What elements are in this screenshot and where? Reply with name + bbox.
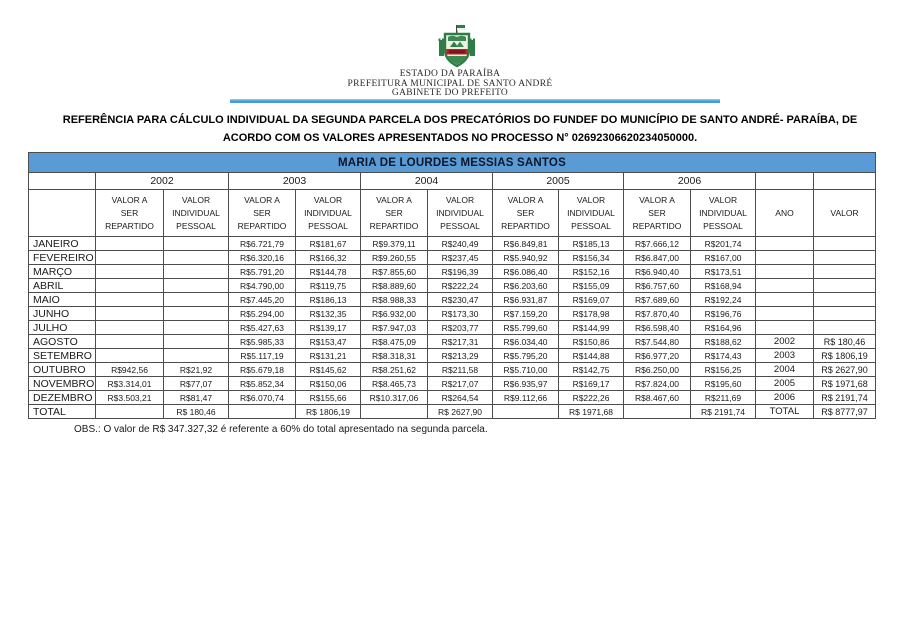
value-cell: R$6.070,74 <box>229 391 296 405</box>
value-cell: R$8.889,60 <box>361 279 428 293</box>
value-cell: R$6.320,16 <box>229 251 296 265</box>
precatorios-table <box>28 152 876 419</box>
row-label: JULHO <box>29 321 96 335</box>
value-cell: R$164,96 <box>691 321 756 335</box>
year-header: 2005 <box>493 173 624 190</box>
value-cell: R$173,30 <box>428 307 493 321</box>
value-cell <box>164 307 229 321</box>
value-cell: R$6.935,97 <box>493 377 559 391</box>
value-cell: R$10.317,06 <box>361 391 428 405</box>
valor-cell: R$ 1806,19 <box>814 349 876 363</box>
value-cell: R$6.203,60 <box>493 279 559 293</box>
value-cell: R$21,92 <box>164 363 229 377</box>
table-row <box>29 349 876 363</box>
value-cell: R$5.852,34 <box>229 377 296 391</box>
value-cell: R$5.985,33 <box>229 335 296 349</box>
years-row <box>29 173 876 190</box>
value-cell: R$8.475,09 <box>361 335 428 349</box>
table-row <box>29 251 876 265</box>
row-label: DEZEMBRO <box>29 391 96 405</box>
value-cell <box>164 335 229 349</box>
value-cell <box>96 349 164 363</box>
value-cell: R$222,24 <box>428 279 493 293</box>
corner-cell <box>29 173 96 190</box>
table-row <box>29 377 876 391</box>
value-cell: R$217,31 <box>428 335 493 349</box>
row-label: NOVEMBRO <box>29 377 96 391</box>
value-cell: R$5.799,60 <box>493 321 559 335</box>
value-cell: R$264,54 <box>428 391 493 405</box>
valor-cell <box>814 293 876 307</box>
value-cell <box>164 321 229 335</box>
value-cell: R$7.159,20 <box>493 307 559 321</box>
value-cell: R$167,00 <box>691 251 756 265</box>
value-cell: R$6.977,20 <box>624 349 691 363</box>
ano-cell: 2006 <box>756 391 814 405</box>
value-cell: R$195,60 <box>691 377 756 391</box>
table-row <box>29 307 876 321</box>
table-row <box>29 391 876 405</box>
col-header-ano: ANO <box>756 190 814 237</box>
table-row <box>29 265 876 279</box>
value-cell: R$8.251,62 <box>361 363 428 377</box>
value-cell: R$5.710,00 <box>493 363 559 377</box>
column-headers-row <box>29 190 876 237</box>
col-header-individual: VALOR INDIVIDUAL PESSOAL <box>559 190 624 237</box>
ano-cell: 2004 <box>756 363 814 377</box>
value-cell: R$6.931,87 <box>493 293 559 307</box>
value-cell: R$144,88 <box>559 349 624 363</box>
value-cell: R$142,75 <box>559 363 624 377</box>
row-label: ABRIL <box>29 279 96 293</box>
value-cell <box>164 251 229 265</box>
value-cell: R$173,51 <box>691 265 756 279</box>
value-cell: R$211,58 <box>428 363 493 377</box>
value-cell: R$7.947,03 <box>361 321 428 335</box>
header-divider <box>230 99 720 103</box>
value-cell: R$178,98 <box>559 307 624 321</box>
letterhead <box>0 70 900 99</box>
value-cell <box>96 335 164 349</box>
value-cell <box>493 405 559 419</box>
value-cell: R$ 1971,68 <box>559 405 624 419</box>
value-cell: R$7.824,00 <box>624 377 691 391</box>
value-cell: R$201,74 <box>691 237 756 251</box>
person-name-bar <box>29 153 876 173</box>
value-cell <box>229 405 296 419</box>
value-cell: R$196,76 <box>691 307 756 321</box>
value-cell: R$ 180,46 <box>164 405 229 419</box>
value-cell: R$9.379,11 <box>361 237 428 251</box>
value-cell: R$150,86 <box>559 335 624 349</box>
value-cell: R$ 2191,74 <box>691 405 756 419</box>
value-cell: R$942,56 <box>96 363 164 377</box>
valor-cell <box>814 321 876 335</box>
precatorios-table-wrap <box>28 152 876 419</box>
value-cell: R$8.318,31 <box>361 349 428 363</box>
value-cell: R$186,13 <box>296 293 361 307</box>
value-cell <box>624 405 691 419</box>
col-header-repartido: VALOR A SER REPARTIDO <box>493 190 559 237</box>
value-cell: R$188,62 <box>691 335 756 349</box>
value-cell: R$8.467,60 <box>624 391 691 405</box>
value-cell: R$156,34 <box>559 251 624 265</box>
value-cell: R$6.598,40 <box>624 321 691 335</box>
table-row <box>29 237 876 251</box>
col-header-valor: VALOR <box>814 190 876 237</box>
value-cell <box>96 237 164 251</box>
value-cell: R$77,07 <box>164 377 229 391</box>
value-cell: R$203,77 <box>428 321 493 335</box>
value-cell: R$6.847,00 <box>624 251 691 265</box>
row-label: JANEIRO <box>29 237 96 251</box>
value-cell: R$ 1806,19 <box>296 405 361 419</box>
value-cell: R$5.294,00 <box>229 307 296 321</box>
value-cell: R$7.855,60 <box>361 265 428 279</box>
year-header: 2003 <box>229 173 361 190</box>
value-cell: R$6.086,40 <box>493 265 559 279</box>
row-label: AGOSTO <box>29 335 96 349</box>
ano-cell: TOTAL <box>756 405 814 419</box>
col-header-individual: VALOR INDIVIDUAL PESSOAL <box>691 190 756 237</box>
observation-note: OBS.: O valor de R$ 347.327,32 é referente a 60% do total apresentado na segunda parcela. <box>74 424 488 435</box>
value-cell <box>164 265 229 279</box>
letterhead-state: ESTADO DA PARAÍBA <box>399 69 501 79</box>
value-cell: R$217,07 <box>428 377 493 391</box>
value-cell: R$174,43 <box>691 349 756 363</box>
year-header: 2004 <box>361 173 493 190</box>
value-cell: R$7.445,20 <box>229 293 296 307</box>
value-cell: R$8.465,73 <box>361 377 428 391</box>
value-cell: R$6.757,60 <box>624 279 691 293</box>
valor-cell: R$ 2627,90 <box>814 363 876 377</box>
value-cell: R$144,78 <box>296 265 361 279</box>
value-cell: R$132,35 <box>296 307 361 321</box>
table-row <box>29 335 876 349</box>
row-label: MARÇO <box>29 265 96 279</box>
corner-cell <box>29 190 96 237</box>
value-cell: R$4.790,00 <box>229 279 296 293</box>
valor-cell: R$ 2191,74 <box>814 391 876 405</box>
table-row <box>29 321 876 335</box>
coat-of-arms-icon <box>436 25 478 71</box>
value-cell <box>361 405 428 419</box>
value-cell: R$131,21 <box>296 349 361 363</box>
value-cell: R$213,29 <box>428 349 493 363</box>
value-cell: R$6.849,81 <box>493 237 559 251</box>
value-cell <box>96 251 164 265</box>
row-label: OUTUBRO <box>29 363 96 377</box>
value-cell: R$6.250,00 <box>624 363 691 377</box>
value-cell: R$139,17 <box>296 321 361 335</box>
ano-cell <box>756 307 814 321</box>
value-cell: R$3.314,01 <box>96 377 164 391</box>
value-cell <box>96 279 164 293</box>
col-header-repartido: VALOR A SER REPARTIDO <box>361 190 428 237</box>
year-header: 2002 <box>96 173 229 190</box>
valor-cell: R$ 8777,97 <box>814 405 876 419</box>
total-row <box>29 405 876 419</box>
value-cell <box>164 293 229 307</box>
table-body <box>29 237 876 419</box>
table-row <box>29 293 876 307</box>
value-cell <box>96 265 164 279</box>
value-cell: R$237,45 <box>428 251 493 265</box>
value-cell: R$6.721,79 <box>229 237 296 251</box>
table-row <box>29 279 876 293</box>
value-cell: R$5.791,20 <box>229 265 296 279</box>
value-cell: R$6.940,40 <box>624 265 691 279</box>
value-cell: R$7.666,12 <box>624 237 691 251</box>
col-header-repartido: VALOR A SER REPARTIDO <box>229 190 296 237</box>
col-header-repartido: VALOR A SER REPARTIDO <box>96 190 164 237</box>
value-cell: R$222,26 <box>559 391 624 405</box>
value-cell <box>96 405 164 419</box>
valor-cell: R$ 1971,68 <box>814 377 876 391</box>
person-name: MARIA DE LOURDES MESSIAS SANTOS <box>29 153 876 173</box>
ano-cell <box>756 293 814 307</box>
ano-cell: 2003 <box>756 349 814 363</box>
value-cell: R$3.503,21 <box>96 391 164 405</box>
row-label: MAIO <box>29 293 96 307</box>
value-cell: R$230,47 <box>428 293 493 307</box>
document-title: REFERÊNCIA PARA CÁLCULO INDIVIDUAL DA SEGUNDA PARCELA DOS PRECATÓRIOS DO FUNDEF DO MUNICÍPIO DE SANTO ANDRÉ- PARAÍBA, DE ACORDO COM OS VALORES APRESENTADOS NO PROCESSO N° 02692306620234050000. <box>62 114 858 144</box>
value-cell: R$119,75 <box>296 279 361 293</box>
value-cell: R$5.117,19 <box>229 349 296 363</box>
valor-cell <box>814 251 876 265</box>
value-cell: R$152,16 <box>559 265 624 279</box>
row-label: SETEMBRO <box>29 349 96 363</box>
ano-cell: 2002 <box>756 335 814 349</box>
empty-header-cell <box>756 173 814 190</box>
ano-cell <box>756 265 814 279</box>
value-cell: R$192,24 <box>691 293 756 307</box>
letterhead-municipality: PREFEITURA MUNICIPAL DE SANTO ANDRÉ <box>347 78 553 89</box>
value-cell: R$7.689,60 <box>624 293 691 307</box>
value-cell <box>164 349 229 363</box>
value-cell: R$81,47 <box>164 391 229 405</box>
value-cell: R$181,67 <box>296 237 361 251</box>
value-cell: R$ 2627,90 <box>428 405 493 419</box>
value-cell: R$196,39 <box>428 265 493 279</box>
ano-cell <box>756 251 814 265</box>
value-cell: R$150,06 <box>296 377 361 391</box>
valor-cell: R$ 180,46 <box>814 335 876 349</box>
value-cell: R$5.940,92 <box>493 251 559 265</box>
value-cell: R$240,49 <box>428 237 493 251</box>
value-cell <box>164 237 229 251</box>
value-cell: R$211,69 <box>691 391 756 405</box>
value-cell: R$155,66 <box>296 391 361 405</box>
value-cell: R$6.034,40 <box>493 335 559 349</box>
empty-header-cell <box>814 173 876 190</box>
value-cell: R$7.870,40 <box>624 307 691 321</box>
ano-cell <box>756 279 814 293</box>
col-header-repartido: VALOR A SER REPARTIDO <box>624 190 691 237</box>
valor-cell <box>814 279 876 293</box>
col-header-individual: VALOR INDIVIDUAL PESSOAL <box>296 190 361 237</box>
value-cell: R$9.112,66 <box>493 391 559 405</box>
value-cell: R$156,25 <box>691 363 756 377</box>
row-label: FEVEREIRO <box>29 251 96 265</box>
table-row <box>29 363 876 377</box>
value-cell <box>96 307 164 321</box>
ano-cell: 2005 <box>756 377 814 391</box>
value-cell: R$185,13 <box>559 237 624 251</box>
ano-cell <box>756 321 814 335</box>
value-cell: R$5.795,20 <box>493 349 559 363</box>
value-cell: R$5.427,63 <box>229 321 296 335</box>
valor-cell <box>814 237 876 251</box>
value-cell <box>96 321 164 335</box>
value-cell: R$5.679,18 <box>229 363 296 377</box>
letterhead-office: GABINETE DO PREFEITO <box>391 88 509 98</box>
row-label: TOTAL <box>29 405 96 419</box>
value-cell: R$166,32 <box>296 251 361 265</box>
value-cell: R$9.260,55 <box>361 251 428 265</box>
value-cell: R$169,07 <box>559 293 624 307</box>
value-cell <box>96 293 164 307</box>
valor-cell <box>814 265 876 279</box>
ano-cell <box>756 237 814 251</box>
value-cell: R$169,17 <box>559 377 624 391</box>
year-header: 2006 <box>624 173 756 190</box>
value-cell: R$7.544,80 <box>624 335 691 349</box>
value-cell: R$144,99 <box>559 321 624 335</box>
value-cell: R$153,47 <box>296 335 361 349</box>
value-cell: R$155,09 <box>559 279 624 293</box>
valor-cell <box>814 307 876 321</box>
col-header-individual: VALOR INDIVIDUAL PESSOAL <box>428 190 493 237</box>
value-cell: R$6.932,00 <box>361 307 428 321</box>
col-header-individual: VALOR INDIVIDUAL PESSOAL <box>164 190 229 237</box>
row-label: JUNHO <box>29 307 96 321</box>
value-cell: R$168,94 <box>691 279 756 293</box>
value-cell: R$145,62 <box>296 363 361 377</box>
value-cell <box>164 279 229 293</box>
value-cell: R$8.988,33 <box>361 293 428 307</box>
